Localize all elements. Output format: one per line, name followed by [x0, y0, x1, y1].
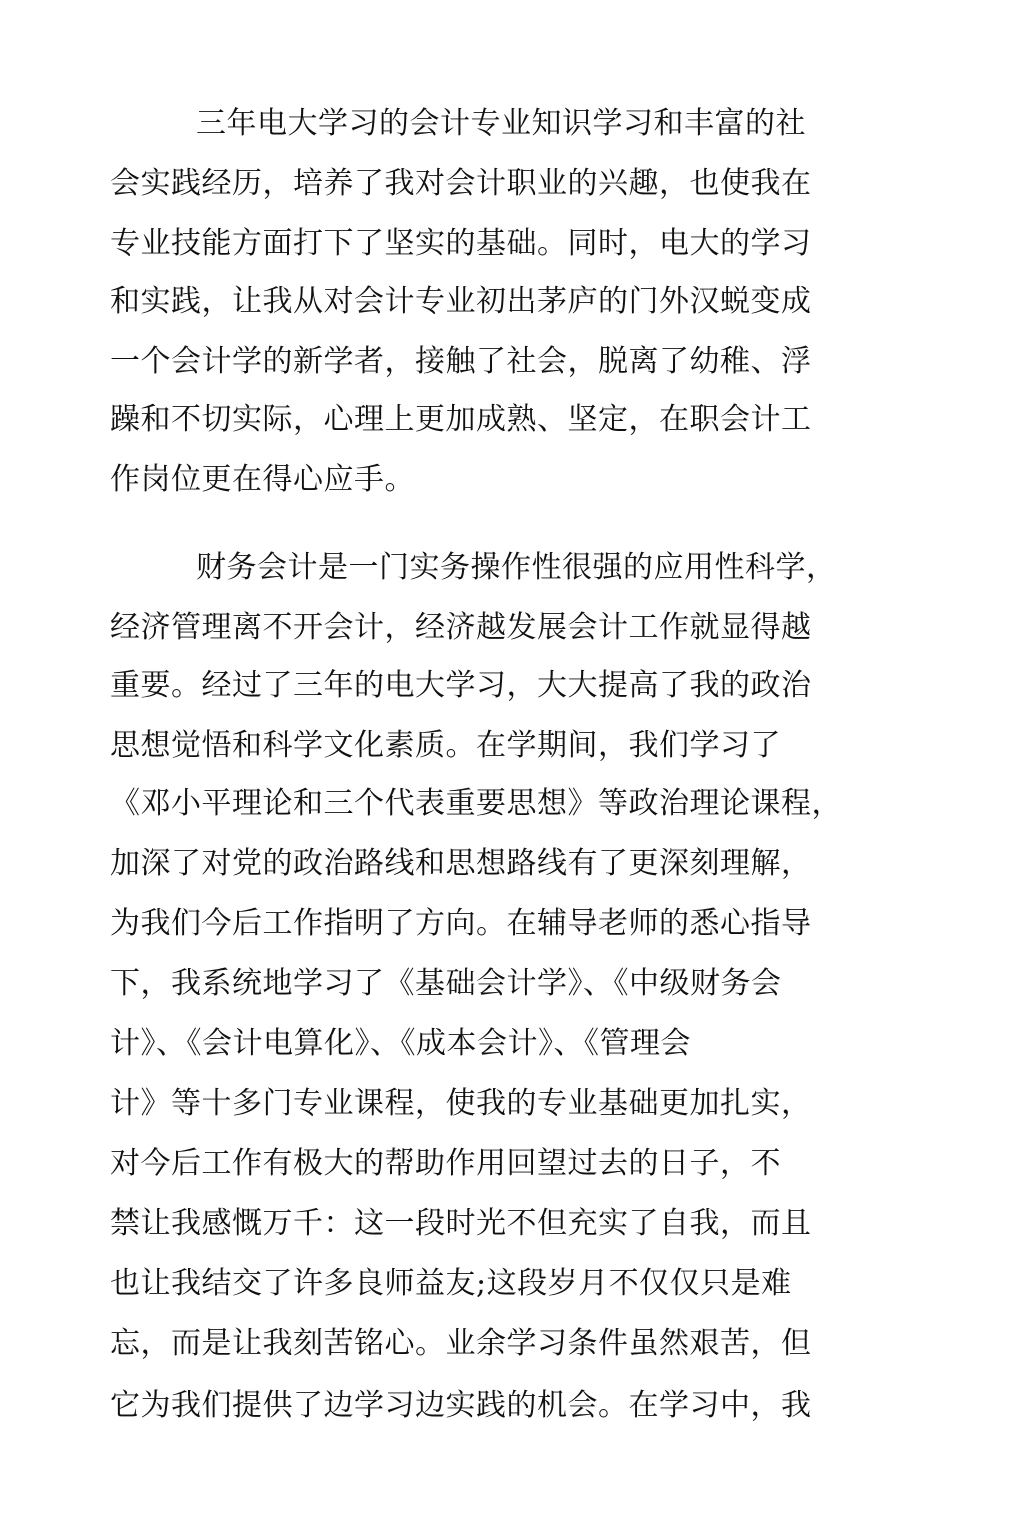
paragraph-2-line-1: 财务会计是一门实务操作性很强的应用性科学，	[196, 550, 837, 585]
paragraph-2-line-14: 忘，而是让我刻苦铭心。业余学习条件虽然艰苦，但	[110, 1326, 812, 1361]
paragraph-2-line-3: 重要。经过了三年的电大学习，大大提高了我的政治	[110, 668, 812, 703]
paragraph-1-line-1: 三年电大学习的会计专业知识学习和丰富的社	[196, 106, 806, 141]
paragraph-2-line-11: 对今后工作有极大的帮助作用回望过去的日子，不	[110, 1146, 781, 1181]
paragraph-2-line-4: 思想觉悟和科学文化素质。在学期间，我们学习了	[110, 728, 781, 763]
paragraph-2-line-13: 也让我结交了许多良师益友;这段岁月不仅仅只是难	[110, 1266, 792, 1301]
paragraph-2-line-10: 计》等十多门专业课程，使我的专业基础更加扎实，	[110, 1086, 812, 1121]
paragraph-1-line-2: 会实践经历，培养了我对会计职业的兴趣，也使我在	[110, 166, 812, 201]
paragraph-2-line-2: 经济管理离不开会计，经济越发展会计工作就显得越	[110, 610, 812, 645]
paragraph-1-line-7: 作岗位更在得心应手。	[110, 462, 415, 497]
paragraph-2-line-5: 《邓小平理论和三个代表重要思想》等政治理论课程，	[110, 786, 842, 821]
paragraph-2-line-12: 禁让我感慨万千：这一段时光不但充实了自我，而且	[110, 1206, 812, 1241]
paragraph-1-line-5: 一个会计学的新学者，接触了社会，脱离了幼稚、浮	[110, 344, 812, 379]
paragraph-2-line-8: 下，我系统地学习了《基础会计学》、《中级财务会	[110, 966, 782, 1001]
paragraph-2-line-6: 加深了对党的政治路线和思想路线有了更深刻理解，	[110, 846, 812, 881]
paragraph-2-line-15: 它为我们提供了边学习边实践的机会。在学习中，我	[110, 1388, 812, 1423]
paragraph-1-line-4: 和实践，让我从对会计专业初出茅庐的门外汉蜕变成	[110, 284, 812, 319]
paragraph-2-line-7: 为我们今后工作指明了方向。在辅导老师的悉心指导	[110, 906, 812, 941]
paragraph-1-line-6: 躁和不切实际，心理上更加成熟、坚定，在职会计工	[110, 402, 812, 437]
paragraph-1-line-3: 专业技能方面打下了坚实的基础。同时，电大的学习	[110, 226, 812, 261]
paragraph-2-line-9: 计》、《会计电算化》、《成本会计》、《管理会	[110, 1026, 691, 1061]
